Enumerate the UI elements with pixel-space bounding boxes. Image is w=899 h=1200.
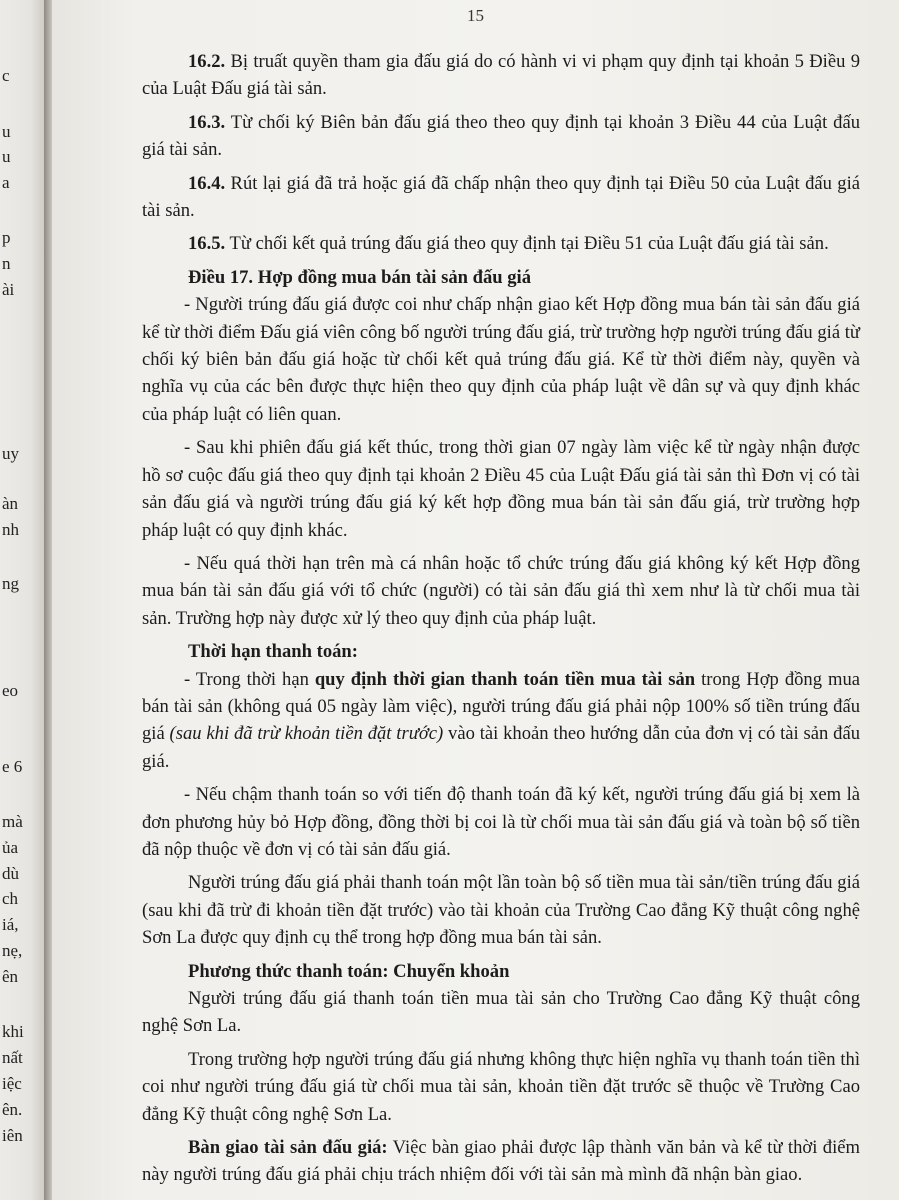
article-17-paragraph-3: - Nếu quá thời hạn trên mà cá nhân hoặc tổ chức trúng đấu giá không ký kết Hợp đồng mua bán tài sản đấu giá với tổ chức (người) có tài sản đấu giá thì xem như là từ chối mua tài sản. Trường hợp này được xử lý theo quy định của pháp luật. <box>142 552 860 629</box>
clause-16-5 <box>142 230 860 257</box>
left-page-fragment: p <box>2 228 11 247</box>
italic-text-run: (sau khi đã trừ khoản tiền đặt trước) <box>169 723 444 745</box>
left-page-fragment: u <box>2 147 11 166</box>
article-17-paragraph-2: - Sau khi phiên đấu giá kết thúc, trong thời gian 07 ngày làm việc kể từ ngày nhận được hồ sơ cuộc đấu giá theo quy định tại khoản 2 Điều 45 của Luật Đấu giá tài sản thì Đơn vị có tài sản đấu giá và người trúng đấu giá ký kết hợp đồng mua bán tài sản đấu giá, trừ trường hợp pháp luật có quy định khác. <box>142 437 860 541</box>
clause-text: Từ chối kết quả trúng đấu giá theo quy định tại Điều 51 của Luật đấu giá tài sản. <box>225 233 829 255</box>
left-page-fragment: c <box>2 66 10 85</box>
text-run: vào tài khoản theo hướng dẫn của đơn vị có tài sản đấu giá. <box>142 723 860 772</box>
payment-deadline-heading: Thời hạn thanh toán: <box>188 641 358 663</box>
clause-number: 16.3. <box>188 111 226 133</box>
left-page-fragment: eo <box>2 681 19 700</box>
handover-paragraph <box>142 1134 860 1189</box>
left-page-fragment: ên. <box>2 1100 23 1119</box>
left-page-fragment: iên <box>2 1126 23 1145</box>
left-page-fragment: mà <box>2 812 23 831</box>
bold-text-run: quy định thời gian thanh toán tiền mua tài sản <box>314 668 696 690</box>
left-page-fragment: iệc <box>2 1074 22 1093</box>
clause-number: 16.4. <box>188 172 226 194</box>
clause-16-3 <box>142 109 860 164</box>
payment-deadline-paragraph-2: - Nếu chậm thanh toán so với tiến độ thanh toán đã ký kết, người trúng đấu giá bị xem là đơn phương hủy bỏ Hợp đồng, đồng thời bị coi là từ chối mua tài sản đấu giá và toàn bộ số tiền đã nộp thuộc về đơn vị có tài sản đấu giá. <box>142 784 860 860</box>
payment-deadline-paragraph-1 <box>142 666 860 776</box>
left-page-fragment: ng <box>2 574 19 593</box>
book-gutter <box>44 0 52 1200</box>
payment-method-heading: Phương thức thanh toán: Chuyển khoản <box>188 960 510 982</box>
left-page-fragment: nất <box>2 1048 23 1067</box>
page-number: 15 <box>467 6 484 25</box>
left-page-fragment: àn <box>2 494 19 513</box>
left-page-fragment: khi <box>2 1022 24 1041</box>
handover-heading: Bàn giao tài sản đấu giá: <box>188 1137 388 1159</box>
payment-deadline-paragraph-3: Người trúng đấu giá phải thanh toán một lần toàn bộ số tiền mua tài sản/tiền trúng đấu giá (sau khi đã trừ đi khoản tiền đặt trước) vào tài khoản của Trường Cao đẳng Kỹ thuật công nghệ Sơn La được quy định cụ thể trong hợp đồng mua bán tài sản. <box>142 872 860 949</box>
left-page-fragment: uy <box>2 444 19 463</box>
left-page-fragment: n <box>2 254 11 273</box>
payment-method-paragraph-2: Trong trường hợp người trúng đấu giá nhưng không thực hiện nghĩa vụ thanh toán tiền thì coi như người trúng đấu giá từ chối mua tài sản, khoản tiền đặt trước sẽ thuộc về Trường Cao đẳng Kỹ thuật công nghệ Sơn La. <box>142 1048 860 1125</box>
document-page <box>52 0 899 1200</box>
clause-16-2 <box>142 48 860 103</box>
clause-16-4 <box>142 170 860 225</box>
text-run: trong Hợp đồng mua bán tài sản (không quá 05 ngày làm việc), người trúng đấu giá phải nộp 100% số tiền trúng đấu giá <box>142 668 861 745</box>
left-page-fragment: u <box>2 122 11 141</box>
clause-text: Từ chối ký Biên bản đấu giá theo theo quy định tại khoản 3 Điều 44 của Luật đấu giá tài sản. <box>142 111 860 161</box>
adjacent-page <box>0 0 44 1200</box>
handover-text: Việc bàn giao phải được lập thành văn bản và kể từ thời điểm này người trúng đấu giá phải chịu trách nhiệm đối với tài sản mà mình đã nhận bàn giao. <box>142 1137 860 1186</box>
clause-number: 16.2. <box>188 51 226 72</box>
left-page-fragment: a <box>2 173 10 192</box>
payment-method-paragraph-1: Người trúng đấu giá thanh toán tiền mua tài sản cho Trường Cao đẳng Kỹ thuật công nghệ Sơn La. <box>142 988 860 1037</box>
clause-text: Bị truất quyền tham gia đấu giá do có hành vi vi phạm quy định tại khoản 5 Điều 9 của Luật Đấu giá tài sản. <box>142 51 860 100</box>
left-page-fragment: ài <box>2 280 15 299</box>
left-page-fragment: nh <box>2 520 19 539</box>
article-17-paragraph-1: - Người trúng đấu giá được coi như chấp nhận giao kết Hợp đồng mua bán tài sản đấu giá kể từ thời điểm Đấu giá viên công bố người trúng đấu giá, trừ trường hợp người trúng đấu giá từ chối ký biên bản đấu giá hoặc từ chối kết quả trúng đấu giá. Kể từ thời điểm này, quyền và nghĩa vụ của các bên được thực hiện theo quy định của pháp luật về dân sự và quy định khác của pháp luật có liên quan. <box>142 294 860 425</box>
left-page-fragment: dù <box>2 864 19 883</box>
left-page-fragment: ch <box>2 889 19 908</box>
left-page-fragment: iá, <box>2 915 19 934</box>
clause-number: 16.5. <box>188 233 226 255</box>
left-page-fragment: nẹ, <box>2 941 23 960</box>
left-page-fragment: ên <box>2 967 19 986</box>
text-run: - Trong thời hạn <box>184 668 315 690</box>
page-content <box>142 48 860 1195</box>
left-page-fragment: ủa <box>2 838 19 857</box>
article-17-heading: Điều 17. Hợp đồng mua bán tài sản đấu giá <box>188 266 532 288</box>
left-page-fragment: e 6 <box>2 757 23 776</box>
clause-text: Rút lại giá đã trả hoặc giá đã chấp nhận theo quy định tại Điều 50 của Luật đấu giá tài sản. <box>142 172 860 222</box>
